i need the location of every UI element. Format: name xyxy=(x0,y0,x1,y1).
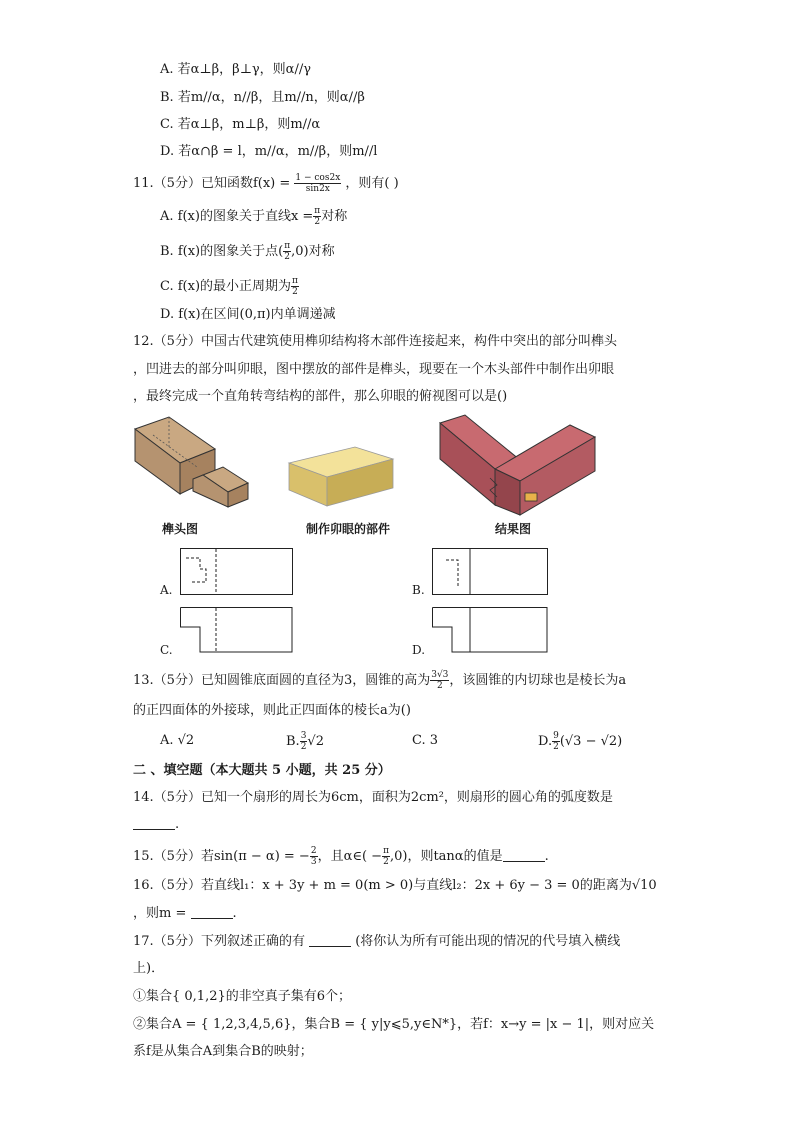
q12-option-a-label: A. xyxy=(160,583,173,597)
q15-text-b: ，且α∈( − xyxy=(317,849,383,864)
q16-text: ，则m = xyxy=(133,906,187,921)
q11-a-den: 2 xyxy=(314,217,321,227)
q11-b-end: ,0)对称 xyxy=(291,244,335,259)
q13-option-b xyxy=(286,731,324,752)
caption-block: 制作卯眼的部件 xyxy=(306,522,391,536)
q13-option-c: C. 3 xyxy=(412,733,439,748)
q11-a-num: π xyxy=(314,206,321,216)
q15-num2: π xyxy=(383,846,389,856)
q14-line2 xyxy=(133,815,179,835)
q16-answer-blank[interactable] xyxy=(191,904,233,919)
q16-line2 xyxy=(133,904,237,924)
q13-d-label: D. xyxy=(538,734,553,749)
q12-option-b-label: B. xyxy=(412,583,425,597)
q15-text-a: 15.（5分）若sin(π − α) = − xyxy=(133,849,310,864)
q10-option-d: D. 若α∩β = l，m//α，m//β，则m//l xyxy=(160,144,378,159)
q13-d-den: 2 xyxy=(553,742,559,752)
q13-b-label: B. xyxy=(286,734,300,749)
q13-line1-text: 13.（5分）已知圆锥底面圆的直径为3，圆锥的高为 xyxy=(133,673,431,688)
q10-option-c: C. 若α⊥β，m⊥β，则m//α xyxy=(160,117,321,132)
q13-b-end: √2 xyxy=(307,734,324,749)
q15-den: 3 xyxy=(310,857,317,867)
q14-answer-blank[interactable] xyxy=(133,815,175,830)
section-2-heading: 二 、填空题（本大题共 5 小题，共 25 分） xyxy=(133,763,391,778)
q11-b-text: B. f(x)的图象关于点( xyxy=(160,244,284,259)
q15-end: . xyxy=(544,849,549,864)
q15-line xyxy=(133,846,549,867)
q17-item2: ②集合A = { 1,2,3,4,5,6}，集合B = { y|y⩽5,y∈N*}，若f：x→y = |x − 1|，则对应关 xyxy=(133,1017,655,1032)
q15-answer-blank[interactable] xyxy=(503,847,545,862)
q12-option-b-figure xyxy=(432,548,550,598)
q10-option-a: A. 若α⊥β，β⊥γ，则α//γ xyxy=(160,62,311,77)
q12-option-a-figure xyxy=(180,548,295,598)
q13-line1 xyxy=(133,670,626,691)
q11-a-end: 对称 xyxy=(321,209,348,224)
q11-b-den: 2 xyxy=(284,252,291,262)
caption-result: 结果图 xyxy=(495,522,532,536)
q11-fraction-den: sin2x xyxy=(305,184,330,194)
q17-item2-cont: 系f是从集合A到集合B的映射； xyxy=(133,1044,313,1059)
q16-end: . xyxy=(232,906,237,921)
q13-line2: 的正四面体的外接球，则此正四面体的棱长a为() xyxy=(133,703,411,718)
q11-stem-end: ，则有( ) xyxy=(345,176,399,191)
q16-line1: 16.（5分）若直线l₁：x + 3y + m = 0(m > 0)与直线l₂：2x + 6y − 3 = 0的距离为√10 xyxy=(133,878,657,893)
block-picture xyxy=(285,430,400,510)
q11-b-num: π xyxy=(284,241,291,251)
q14-line1: 14.（5分）已知一个扇形的周长为6cm，面积为2cm²，则扇形的圆心角的弧度数是 xyxy=(133,790,613,805)
q15-text-c: ,0)，则tanα的值是 xyxy=(389,849,503,864)
q12-line1: 12.（5分）中国古代建筑使用榫卯结构将木部件连接起来，构件中突出的部分叫榫头 xyxy=(133,334,617,349)
q11-stem-text: 11.（5分）已知函数f(x) = xyxy=(133,176,291,191)
result-picture xyxy=(435,415,605,515)
q11-option-d: D. f(x)在区间(0,π)内单调递减 xyxy=(160,307,336,322)
q11-option-a xyxy=(160,206,347,227)
q13-line1-end: ，该圆锥的内切球也是棱长为a xyxy=(449,673,627,688)
q17-text-a: 17.（5分）下列叙述正确的有 xyxy=(133,934,305,949)
q13-height-num: 3√3 xyxy=(431,670,449,680)
q15-num: 2 xyxy=(310,846,317,856)
q12-line3: ，最终完成一个直角转弯结构的部件，那么卯眼的俯视图可以是() xyxy=(133,389,508,404)
q12-option-c-figure xyxy=(180,607,295,657)
q17-line1 xyxy=(133,932,620,952)
q12-option-d-label: D. xyxy=(412,643,426,657)
q13-option-d xyxy=(538,731,622,752)
q11-c-num: π xyxy=(292,276,298,286)
q11-fraction-num: 1 − cos2x xyxy=(295,173,341,183)
q17-line2: 上)． xyxy=(133,961,165,976)
q12-line2: ，凹进去的部分叫卯眼，图中摆放的部件是榫头，现要在一个木头部件中制作出卯眼 xyxy=(133,362,615,377)
q10-option-b: B. 若m//α，n//β，且m//n，则α//β xyxy=(160,90,365,105)
q11-c-den: 2 xyxy=(292,287,298,297)
q13-d-num: 9 xyxy=(553,731,559,741)
q11-option-c xyxy=(160,276,299,297)
q17-item1: ①集合{ 0,1,2}的非空真子集有6个； xyxy=(133,989,352,1004)
tenon-picture xyxy=(133,415,258,510)
q13-option-a: A. √2 xyxy=(160,733,195,748)
q13-height-den: 2 xyxy=(436,681,443,691)
caption-tenon: 榫头图 xyxy=(162,522,199,536)
q11-option-b xyxy=(160,241,335,262)
q11-a-text: A. f(x)的图象关于直线x = xyxy=(160,209,314,224)
q11-stem xyxy=(133,173,399,194)
q17-answer-blank[interactable] xyxy=(309,932,351,947)
q11-fraction xyxy=(294,173,341,194)
q13-b-num: 3 xyxy=(300,731,307,741)
q15-den2: 2 xyxy=(383,857,389,867)
q13-b-den: 2 xyxy=(300,742,307,752)
q17-text-b: (将你认为所有可能出现的情况的代号填入横线 xyxy=(355,934,621,949)
q14-end: . xyxy=(175,817,180,832)
q11-c-text: C. f(x)的最小正周期为 xyxy=(160,279,292,294)
q12-option-c-label: C. xyxy=(160,643,173,657)
q12-option-d-figure xyxy=(432,607,550,657)
q13-d-end: (√3 − √2) xyxy=(559,734,623,749)
